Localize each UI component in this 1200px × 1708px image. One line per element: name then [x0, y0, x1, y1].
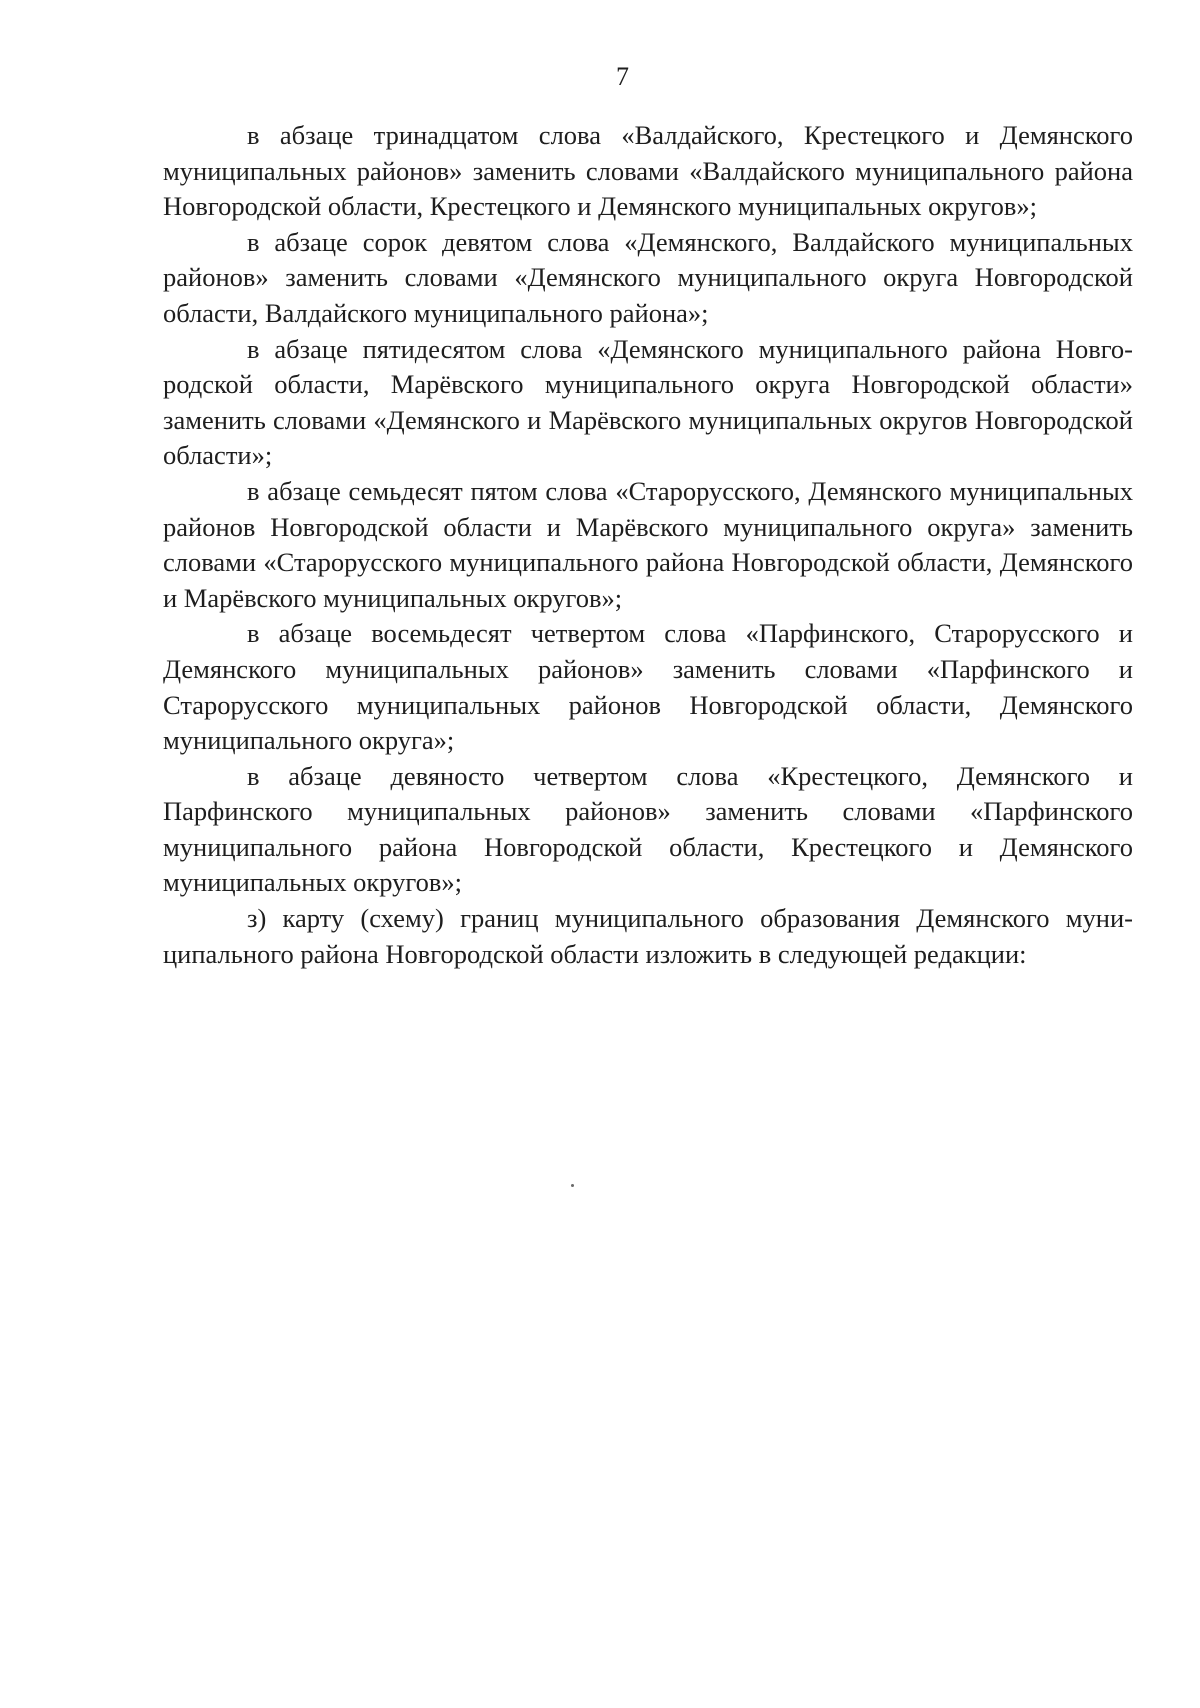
paragraph-4: в абзаце семьдесят пятом слова «Старорусского, Демянского муниципальных районов Новгородской области и Марёвского муниципального округа» заменить словами «Старорусского муниципального района Новгородской области, Демянского и Марёвского муниципальных округов»;: [163, 475, 1133, 613]
paragraph-3: в абзаце пятидесятом слова «Демянского муниципального района Новгородской области, Марёвского муниципального округа Новгородской области» заменить словами «Демянского и Марёвского муниципальных округов Новгородской области»;: [163, 333, 1133, 471]
paragraph-1: в абзаце тринадцатом слова «Валдайского, Крестецкого и Демянского муниципальных районов» заменить словами «Валдайского муниципального района Новгородской области, Крестецкого и Демянского муниципальных округов»;: [163, 120, 1133, 222]
paragraph-6: в абзаце девяносто четвертом слова «Крестецкого, Демянского и Парфинского муниципальных районов» заменить словами «Парфинского муниципального района Новгородской области, Крестецкого и Демянского муниципальных округов»;: [163, 760, 1133, 898]
page-number: 7: [616, 62, 629, 91]
paragraph-2: в абзаце сорок девятом слова «Демянского, Валдайского муниципальных районов» заменить словами «Демянского муниципального округа Новгородской области, Валдайского муниципального района»;: [163, 226, 1133, 328]
paragraph-7: з) карту (схему) границ муниципального образования Демянского муниципального района Новгородской области изложить в следующей редакции:: [163, 903, 1133, 969]
scan-speck: [571, 1184, 574, 1187]
document-body: [163, 118, 1133, 972]
paragraph-5: в абзаце восемьдесят четвертом слова «Парфинского, Старорусского и Демянского муниципальных районов» заменить словами «Парфинского и Старорусского муниципальных районов Новгородской области, Демянского муниципального округа»;: [163, 618, 1133, 756]
